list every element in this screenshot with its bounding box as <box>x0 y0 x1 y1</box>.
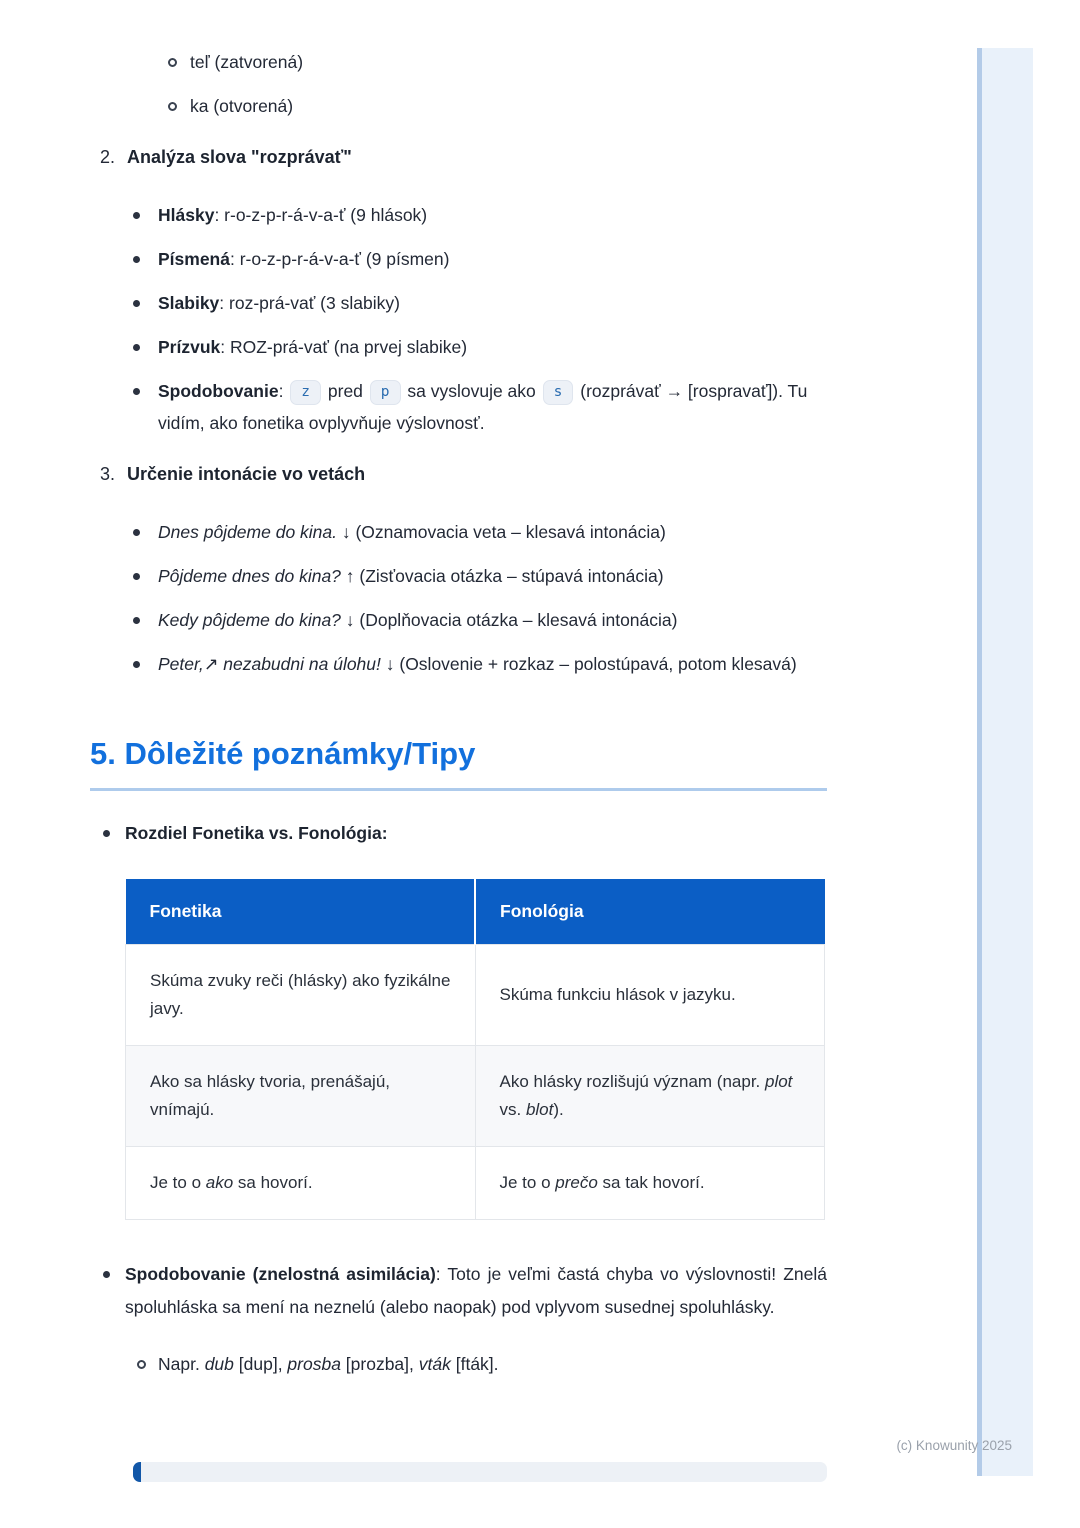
table-row <box>126 945 825 1046</box>
list-item <box>90 199 827 231</box>
term-text: : ROZ-prá-vať (na prvej slabike) <box>220 337 468 357</box>
list-item <box>90 560 827 592</box>
example-note: ↑ (Zisťovacia otázka – stúpavá intonácia) <box>340 566 664 586</box>
example-text: Napr. <box>158 1354 205 1374</box>
code-badge: z <box>290 380 321 405</box>
term-label: Slabiky <box>158 293 220 313</box>
list-item <box>90 90 827 122</box>
section-2-list <box>90 199 827 439</box>
list-item <box>90 287 827 319</box>
example-word: vták <box>418 1354 451 1374</box>
list-item <box>90 375 827 439</box>
term-label: Spodobovanie <box>158 381 279 401</box>
list-item <box>90 243 827 275</box>
example-note: ↓ (Doplňovacia otázka – klesavá intonácia) <box>340 610 678 630</box>
table-cell <box>126 945 476 1046</box>
comparison-table <box>125 879 825 1220</box>
example-sentence: Kedy pôjdeme do kina? <box>158 610 341 630</box>
example-note: ↓ (Oznamovacia veta – klesavá intonácia) <box>337 522 666 542</box>
section-number: 3. <box>100 464 116 484</box>
table-cell <box>126 1046 476 1147</box>
cell-text: Ako hlásky rozlišujú význam (napr. <box>499 1072 765 1091</box>
cell-text: sa hovorí. <box>233 1173 313 1192</box>
list-item <box>90 331 827 363</box>
page-heading: 5. Dôležité poznámky/Tipy <box>90 736 476 771</box>
cell-text: Skúma funkciu hlások v jazyku. <box>499 985 736 1004</box>
table-cell <box>475 1147 825 1220</box>
term-text: sa vyslovuje ako <box>402 381 541 401</box>
term-text: (rozprávať → [rospravať]). Tu vidím, ako fonetika ovplyvňuje výslovnosť. <box>158 381 808 433</box>
term-text: : roz-prá-vať (3 slabiky) <box>219 293 400 313</box>
term-text: : r-o-z-p-r-á-v-a-ť (9 písmen) <box>229 249 450 269</box>
cell-italic: plot <box>765 1072 793 1091</box>
cell-text: Skúma zvuky reči (hlásky) ako fyzikálne javy. <box>150 971 451 1018</box>
example-text: [dup], <box>233 1354 288 1374</box>
cell-text: Je to o <box>499 1173 556 1192</box>
term-label: Prízvuk <box>158 337 221 357</box>
section-title: Určenie intonácie vo vetách <box>127 464 366 484</box>
list-item-text: ka (otvorená) <box>190 96 294 116</box>
table-row <box>126 1147 825 1220</box>
list-item <box>90 604 827 636</box>
example-word: prosba <box>287 1354 341 1374</box>
top-sublist <box>90 46 827 122</box>
cell-italic: prečo <box>555 1173 598 1192</box>
example-text: [prozba], <box>340 1354 419 1374</box>
example-text: [fták]. <box>450 1354 499 1374</box>
code-badge: s <box>543 380 574 405</box>
cell-italic: ako <box>205 1173 234 1192</box>
code-badge: p <box>370 380 401 405</box>
section-title: Analýza slova "rozprávať" <box>127 147 352 167</box>
cell-italic: blot <box>525 1100 554 1119</box>
example-note: ↓ (Oslovenie + rozkaz – polostúpavá, potom klesavá) <box>380 654 797 674</box>
table-row <box>126 1046 825 1147</box>
cell-text: Je to o <box>150 1173 206 1192</box>
table-header-cell: Fonológia <box>475 879 825 945</box>
cell-text: sa tak hovorí. <box>597 1173 705 1192</box>
cell-text: ). <box>553 1100 564 1119</box>
list-item <box>90 516 827 548</box>
section-2-heading <box>100 144 827 171</box>
list-item <box>90 1258 827 1324</box>
heading-underline <box>90 788 827 791</box>
example-word: dub <box>204 1354 234 1374</box>
note-label: Spodobovanie (znelostná asimilácia) <box>125 1264 436 1284</box>
table-header-row <box>126 879 825 945</box>
list-item <box>90 1348 827 1380</box>
section-3-heading <box>100 461 827 488</box>
note-label: Rozdiel Fonetika vs. Fonológia: <box>125 823 388 843</box>
section-3-list <box>90 516 827 680</box>
list-item-text: teľ (zatvorená) <box>190 52 304 72</box>
term-label: Hlásky <box>158 205 215 225</box>
note-text: : Toto je veľmi častá chyba vo výslovnosti! Znelá spoluhláska sa mení na neznelú (alebo naopak) pod vplyvom susednej spoluhlásky. <box>125 1264 828 1317</box>
example-sublist <box>90 1348 827 1380</box>
table-cell <box>475 945 825 1046</box>
example-sentence: Dnes pôjdeme do kina. <box>158 522 337 542</box>
table-cell <box>475 1046 825 1147</box>
list-item <box>90 46 827 78</box>
list-item <box>90 648 827 680</box>
term-label: Písmená <box>158 249 230 269</box>
table-cell <box>126 1147 476 1220</box>
list-item <box>90 817 827 849</box>
example-sentence: Peter,↗ nezabudni na úlohu! <box>158 654 381 674</box>
term-text: pred <box>323 381 368 401</box>
term-text: : r-o-z-p-r-á-v-a-ť (9 hlások) <box>214 205 428 225</box>
term-colon: : <box>278 381 289 401</box>
page-edge-strip <box>977 48 1033 1476</box>
cell-text: vs. <box>499 1100 526 1119</box>
section-number: 2. <box>100 147 116 167</box>
table-header-cell: Fonetika <box>126 879 476 945</box>
document-content <box>90 0 827 1380</box>
notes-list <box>90 1258 827 1324</box>
copyright-watermark: (c) Knowunity 2025 <box>896 1438 1012 1453</box>
example-sentence: Pôjdeme dnes do kina? <box>158 566 341 586</box>
blockquote-stub <box>133 1462 827 1482</box>
cell-text: Ako sa hlásky tvoria, prenášajú, vnímajú. <box>150 1072 391 1119</box>
notes-list <box>90 817 827 849</box>
